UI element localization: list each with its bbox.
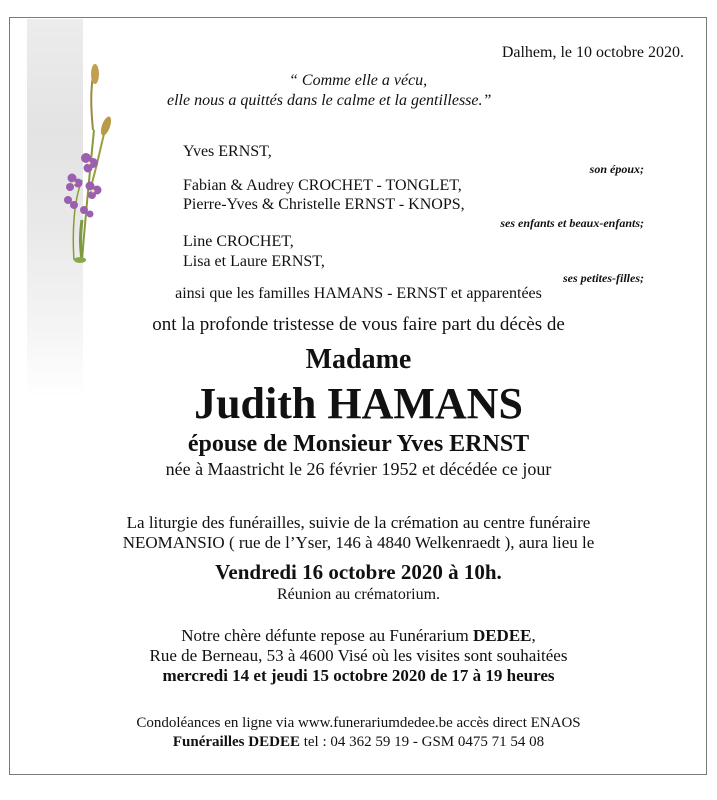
birth-death-dates: née à Maastricht le 26 février 1952 et décédée ce jour (165, 459, 552, 479)
grandchildren-line-2: Lisa et Laure ERNST, (183, 253, 325, 270)
other-families: ainsi que les familles HAMANS - ERNST et apparentées (175, 285, 542, 302)
announcement: ont la profonde tristesse de vous faire part du décès de (152, 314, 565, 335)
spouse-name: Yves ERNST, (183, 143, 272, 160)
ceremony-line-1: La liturgie des funérailles, suivie de la crémation au centre funéraire (126, 513, 591, 532)
contact-line (0, 734, 717, 751)
ceremony-date: Vendredi 16 octobre 2020 à 10h. (215, 560, 502, 584)
company-name: Funérailles DEDEE (172, 734, 300, 750)
quote-line-1: “ Comme elle a vécu, (289, 72, 428, 89)
quote-line-2: elle nous a quittés dans le calme et la gentillesse.” (167, 92, 492, 109)
grandchildren-role: ses petites-filles; (563, 271, 644, 285)
children-line-1: Fabian & Audrey CROCHET - TONGLET, (183, 177, 462, 194)
condolences-line: Condoléances en ligne via www.funerariumdedee.be accès direct ENAOS (136, 715, 581, 731)
visit-line-1-suffix: , (531, 626, 536, 645)
grandchildren-line-1: Line CROCHET, (183, 233, 294, 250)
deceased-title: Madame (305, 344, 412, 375)
visit-line-1-prefix: Notre chère défunte repose au Funérarium (181, 626, 473, 645)
violet-flower-icon (60, 60, 120, 270)
visit-line-1 (0, 626, 717, 646)
ceremony-line-2: NEOMANSIO ( rue de l’Yser, 146 à 4840 Welkenraedt ), aura lieu le (122, 533, 595, 552)
contact-numbers: tel : 04 362 59 19 - GSM 0475 71 54 08 (299, 734, 545, 750)
children-role: ses enfants et beaux-enfants; (500, 216, 644, 230)
deceased-spouse-line: épouse de Monsieur Yves ERNST (187, 431, 530, 457)
place-and-date: Dalhem, le 10 octobre 2020. (501, 44, 684, 61)
children-line-2: Pierre-Yves & Christelle ERNST - KNOPS, (183, 196, 465, 213)
visit-line-2: Rue de Berneau, 53 à 4600 Visé où les visites sont souhaitées (149, 646, 568, 665)
funerarium-name: DEDEE (472, 626, 532, 645)
deceased-name: Judith HAMANS (194, 379, 523, 428)
ceremony-meeting: Réunion au crématorium. (276, 586, 441, 603)
spouse-role: son époux; (589, 162, 644, 176)
visit-hours: mercredi 14 et jeudi 15 octobre 2020 de 17 à 19 heures (162, 666, 555, 685)
